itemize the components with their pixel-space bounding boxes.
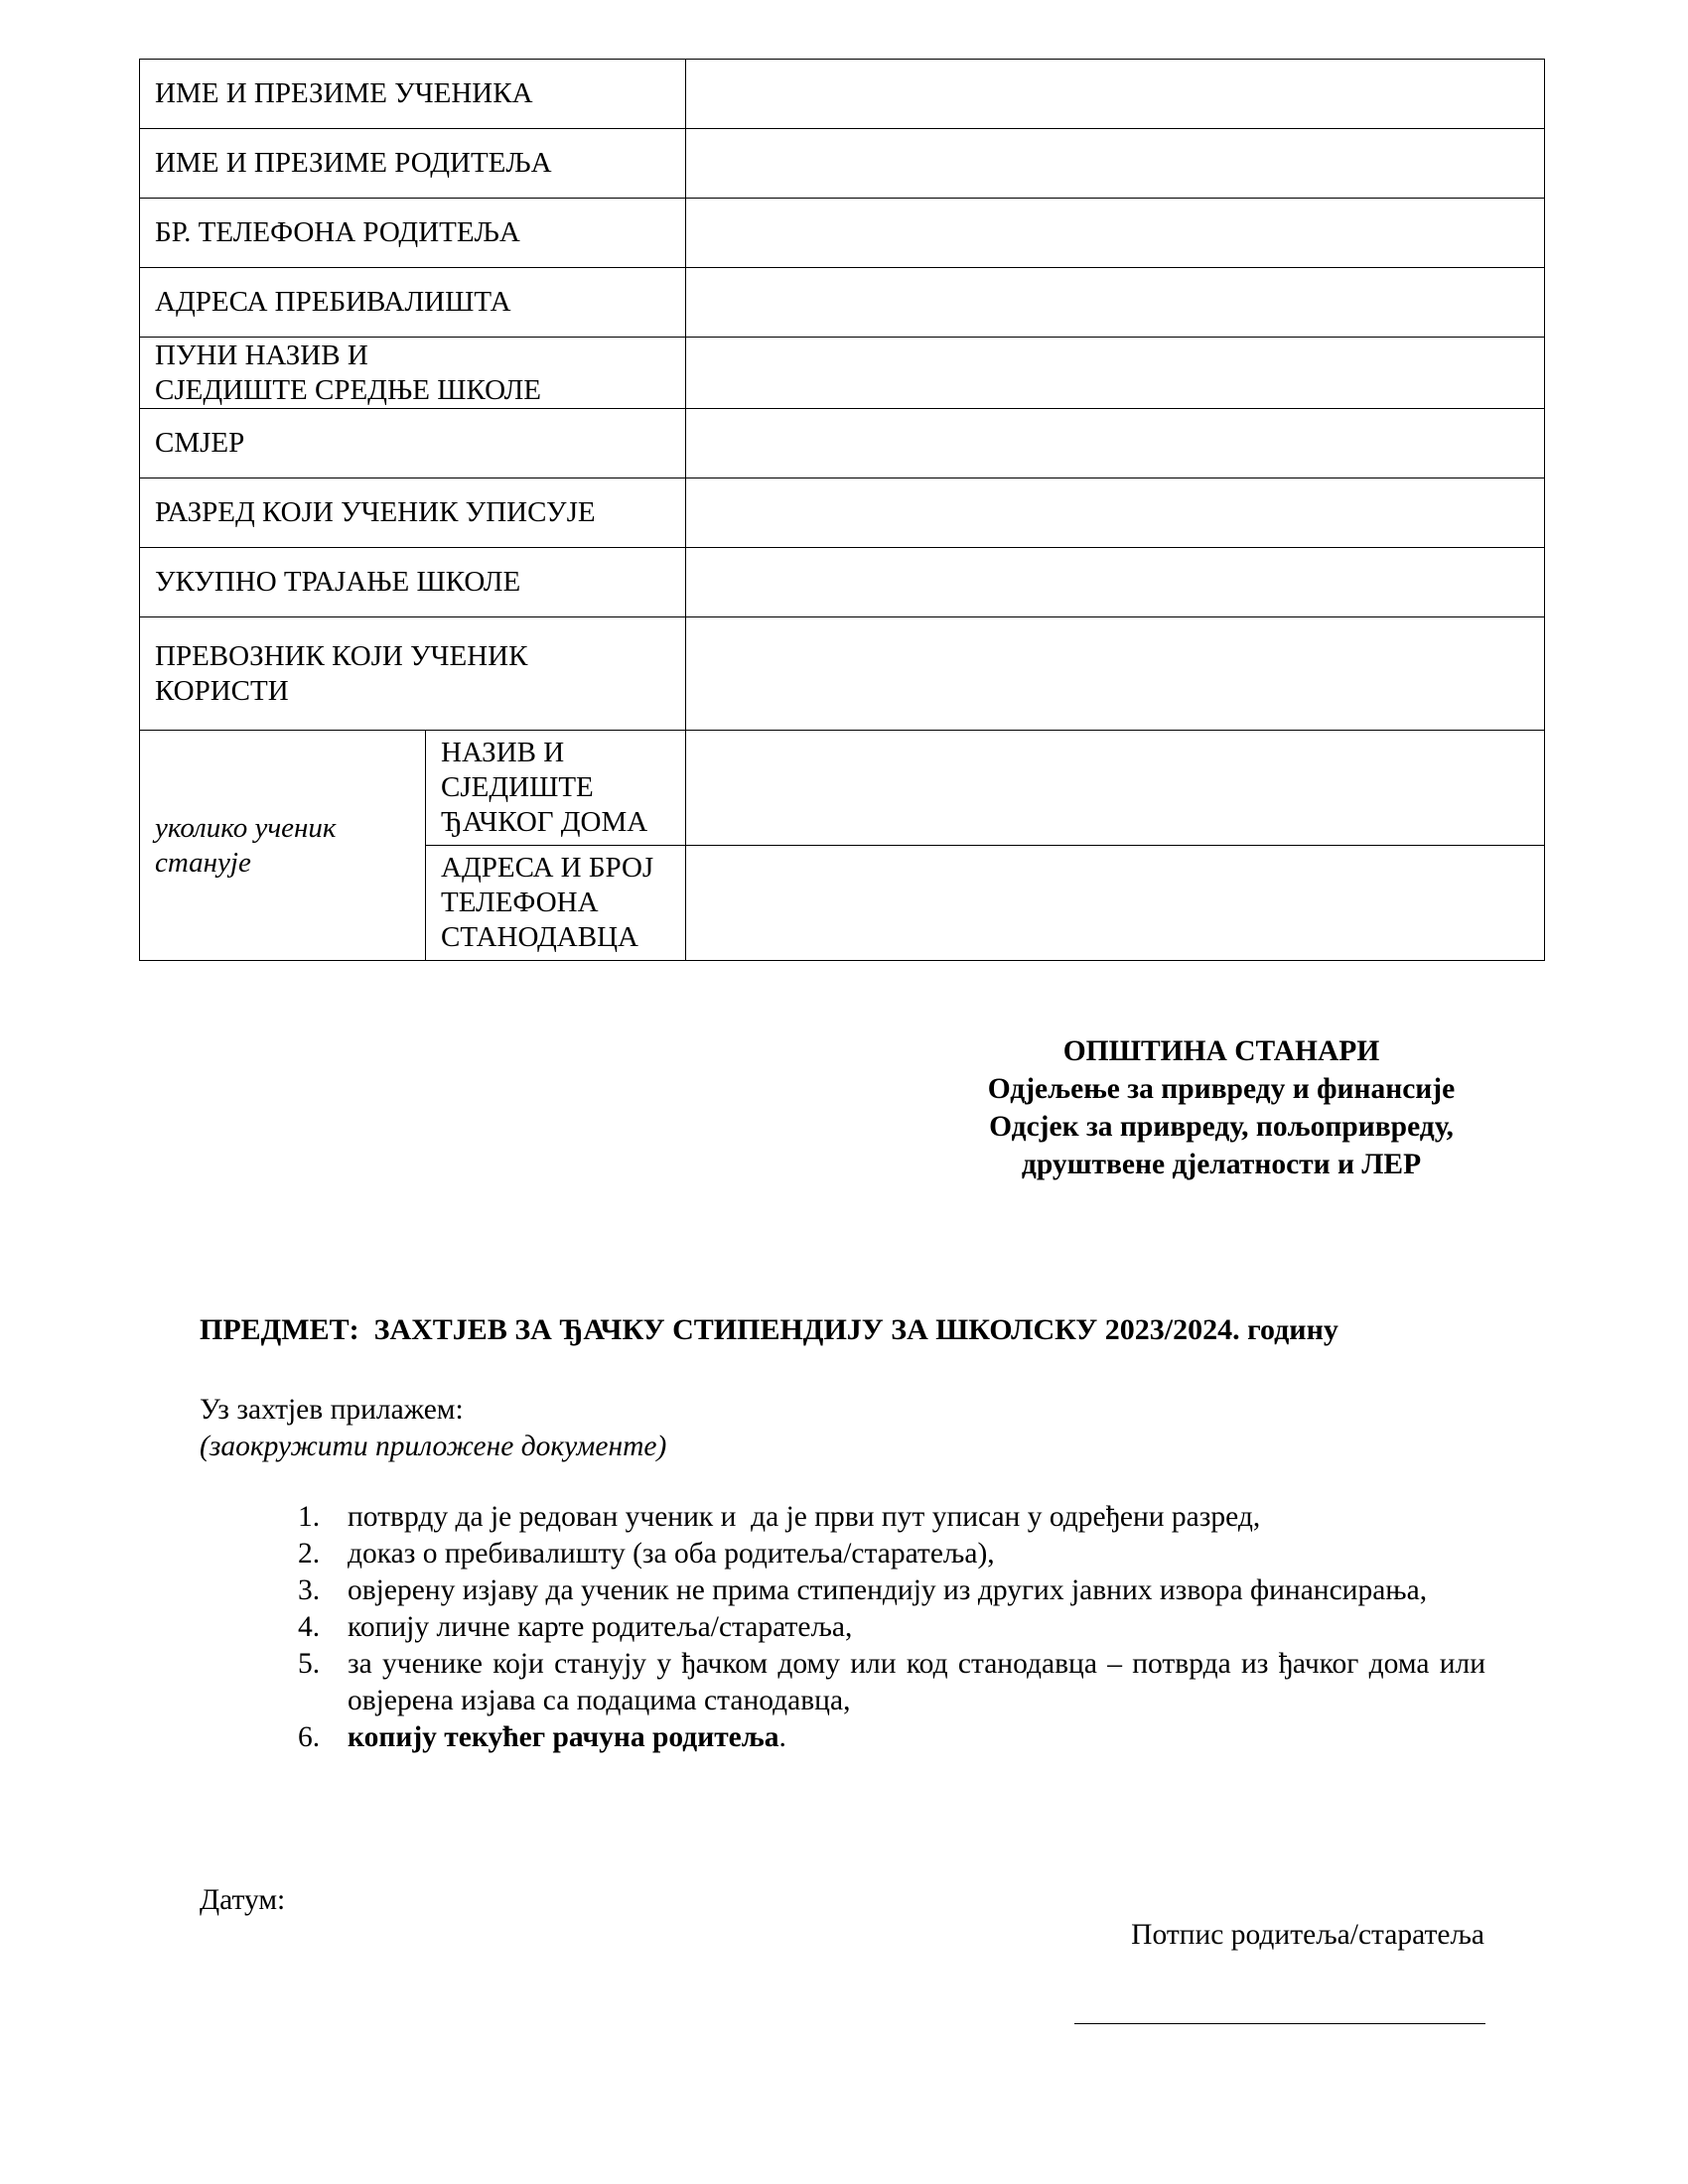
landlord-label: АДРЕСА И БРОЈ ТЕЛЕФОНА СТАНОДАВЦА (426, 846, 686, 961)
list-item-text: за ученике који станују у ђачком дому или код станодавца – потврда из ђачког дома или овјерена изјава са подацима станодавца, (348, 1648, 1485, 1716)
list-item-number: 5. (298, 1648, 321, 1680)
parent-phone-field[interactable] (686, 199, 1545, 268)
attachments-list (286, 1499, 1485, 1756)
transport-carrier-label: ПРЕВОЗНИК КОЈИ УЧЕНИК КОРИСТИ (140, 617, 686, 731)
list-item (286, 1499, 1485, 1536)
form-row (140, 731, 1545, 846)
list-item-number: 3. (298, 1574, 321, 1606)
school-name-field[interactable] (686, 338, 1545, 409)
form-row (140, 548, 1545, 617)
course-label: СМЈЕР (140, 409, 686, 478)
course-field[interactable] (686, 409, 1545, 478)
transport-carrier-field[interactable] (686, 617, 1545, 731)
list-item-suffix: . (778, 1721, 786, 1753)
list-item (286, 1536, 1485, 1572)
residence-address-label: АДРЕСА ПРЕБИВАЛИШТА (140, 268, 686, 338)
form-body (140, 60, 1545, 961)
landlord-field[interactable] (686, 846, 1545, 961)
list-item-text: потврду да је редован ученик и да је први пут уписан у одређени разред, (348, 1501, 1261, 1533)
form-row (140, 268, 1545, 338)
list-item-number: 1. (298, 1501, 321, 1533)
request-subject: ПРЕДМЕТ: ЗАХТЈЕВ ЗА ЂАЧКУ СТИПЕНДИЈУ ЗА ШКОЛСКУ 2023/2024. годину (200, 1313, 1338, 1346)
signature-label: Потпис родитеља/старатеља (1131, 1919, 1484, 1951)
list-item-text: копију текућег рачуна родитеља (348, 1721, 779, 1753)
attachments-intro (200, 1392, 666, 1465)
form-row (140, 199, 1545, 268)
form-row (140, 478, 1545, 548)
parent-name-field[interactable] (686, 129, 1545, 199)
list-item (286, 1646, 1485, 1719)
list-item-number: 6. (298, 1721, 321, 1753)
list-item-number: 4. (298, 1611, 321, 1643)
list-item-text: копију личне карте родитеља/старатеља, (348, 1611, 853, 1643)
section-name-line1: Одсјек за привреду, пољопривреду, (989, 1111, 1454, 1143)
parent-name-label: ИМЕ И ПРЕЗИМЕ РОДИТЕЉА (140, 129, 686, 199)
attachments-note: (заокружити приложене документе) (200, 1431, 667, 1462)
department-name: Одјељење за привреду и финансије (987, 1073, 1456, 1105)
list-item-text: овјерену изјаву да ученик не прима стипендију из других јавних извора финансирања, (348, 1574, 1428, 1606)
dormitory-label: НАЗИВ И СЈЕДИШТЕ ЂАЧКОГ ДОМА (426, 731, 686, 846)
form-row (140, 129, 1545, 199)
section-name-line2: друштвене дјелатности и ЛЕР (1021, 1149, 1422, 1180)
form-row (140, 617, 1545, 731)
school-name-label: ПУНИ НАЗИВ И СЈЕДИШТЕ СРЕДЊЕ ШКОЛЕ (140, 338, 686, 409)
list-item (286, 1609, 1485, 1646)
form-row (140, 409, 1545, 478)
student-name-label: ИМЕ И ПРЕЗИМЕ УЧЕНИКА (140, 60, 686, 129)
student-name-field[interactable] (686, 60, 1545, 129)
grade-field[interactable] (686, 478, 1545, 548)
grade-label: РАЗРЕД КОЈИ УЧЕНИК УПИСУЈЕ (140, 478, 686, 548)
recipient-address (874, 1032, 1569, 1183)
list-item-text: доказ о пребивалишту (за оба родитеља/старатеља), (348, 1538, 995, 1570)
municipality-name: ОПШТИНА СТАНАРИ (1062, 1035, 1380, 1067)
signature-line[interactable] (1074, 2023, 1485, 2024)
form-row (140, 60, 1545, 129)
parent-phone-label: БР. ТЕЛЕФОНА РОДИТЕЉА (140, 199, 686, 268)
school-duration-label: УКУПНО ТРАЈАЊЕ ШКОЛЕ (140, 548, 686, 617)
school-duration-field[interactable] (686, 548, 1545, 617)
form-row (140, 338, 1545, 409)
residence-address-field[interactable] (686, 268, 1545, 338)
dormitory-field[interactable] (686, 731, 1545, 846)
list-item (286, 1572, 1485, 1609)
application-form-table (139, 59, 1545, 961)
list-item-number: 2. (298, 1538, 321, 1570)
list-item (286, 1719, 1485, 1756)
attachments-intro-text: Уз захтјев прилажем: (200, 1394, 464, 1426)
date-label: Датум: (200, 1884, 286, 1916)
lodging-condition-label: уколико ученик станује (140, 731, 426, 961)
